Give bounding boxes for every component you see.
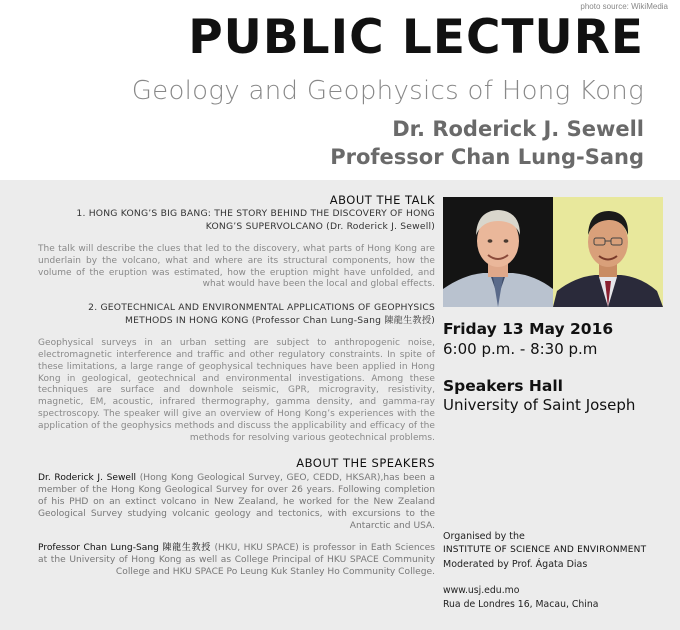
- left-column: [38, 193, 435, 579]
- moderator-line: Moderated by Prof. Ágata Dias: [443, 559, 588, 570]
- speaker-name-2: Professor Chan Lung-Sang: [330, 145, 644, 169]
- speaker-2-bio-name: Professor Chan Lung-Sang 陳龍生教授: [38, 543, 211, 554]
- photo-credit: photo source: WikiMedia: [580, 2, 668, 11]
- about-talk-heading: ABOUT THE TALK: [329, 193, 435, 207]
- website-link[interactable]: www.usj.edu.mo: [443, 585, 520, 596]
- speaker-name-1: Dr. Roderick J. Sewell: [392, 117, 644, 141]
- event-time: 6:00 p.m. - 8:30 p.m: [443, 340, 598, 358]
- speaker-2-bio-text: (HKU, HKU SPACE) is professor in Eath Sciences at the University of Hong Kong as well as College Principal of HKU SPACE Community College and HKU SPACE Po Leung Kuk Stanley Ho Community College.: [38, 543, 435, 577]
- event-date: Friday 13 May 2016: [443, 320, 614, 338]
- page-title: PUBLIC LECTURE: [188, 10, 644, 65]
- speaker-1-photo: [443, 197, 553, 307]
- speaker-2-bio: [38, 543, 435, 578]
- talk-1-description: The talk will describe the clues that led to the discovery, what parts of Hong Kong are underlain by the volcano, what and where are its structural components, how the volume of the eruption was estimated, how the eruption might have unfolded, and what would have been the local and global effects.: [38, 244, 435, 290]
- about-speakers-heading: ABOUT THE SPEAKERS: [296, 456, 435, 471]
- organiser-label: Organised by the: [443, 531, 525, 542]
- lecture-subtitle: Geology and Geophysics of Hong Kong: [131, 76, 644, 106]
- talk-1-title: 1. HONG KONG’S BIG BANG: THE STORY BEHIND THE DISCOVERY OF HONG KONG’S SUPERVOLCANO (Dr. Roderick J. Sewell): [76, 208, 435, 232]
- speaker-1-bio-name: Dr. Roderick J. Sewell: [38, 473, 137, 484]
- address-text: Rua de Londres 16, Macau, China: [443, 599, 599, 610]
- speaker-1-bio: [38, 473, 435, 532]
- event-venue: Speakers Hall: [443, 377, 563, 395]
- talk-2-title: 2. GEOTECHNICAL AND ENVIRONMENTAL APPLICATIONS OF GEOPHYSICS METHODS IN HONG KONG (Professor Chan Lung-Sang 陳龍生教授): [88, 302, 435, 326]
- speaker-1-bio-text: (Hong Kong Geological Survey, GEO, CEDD, HKSAR),has been a member of the Hong Kong Geological Survey for over 26 years. Following completion of his PHD on an extinct volcano in New Zealand, he worked for the New Zealand Geological Survey studying volcanic geology and tectonics, with excursions to the Antarctic and USA.: [38, 473, 435, 531]
- organiser-name: INSTITUTE OF SCIENCE AND ENVIRONMENT: [443, 545, 647, 555]
- talk-2-description: Geophysical surveys in an urban setting are subject to anthropogenic noise, electromagnetic interference and traffic and other regulatory constraints. In spite of these limitations, a large range of geophysical techniques have been applied in Hong Kong in geological, geotechnical and environmental investigations. Among these techniques are surface and downhole seismic, GPR, microgravity, resistivity, magnetic, EM, acoustic, infrared thermography, gamma density, and gamma-ray spectroscopy. The speaker will give an overview of Hong Kong’s experiences with the application of the geophysics methods and discuss the applicability and efficacy of the methods for resolving various geotechnical problems.: [38, 338, 435, 443]
- speaker-2-photo: [553, 197, 663, 307]
- event-venue-institution: University of Saint Joseph: [443, 396, 636, 414]
